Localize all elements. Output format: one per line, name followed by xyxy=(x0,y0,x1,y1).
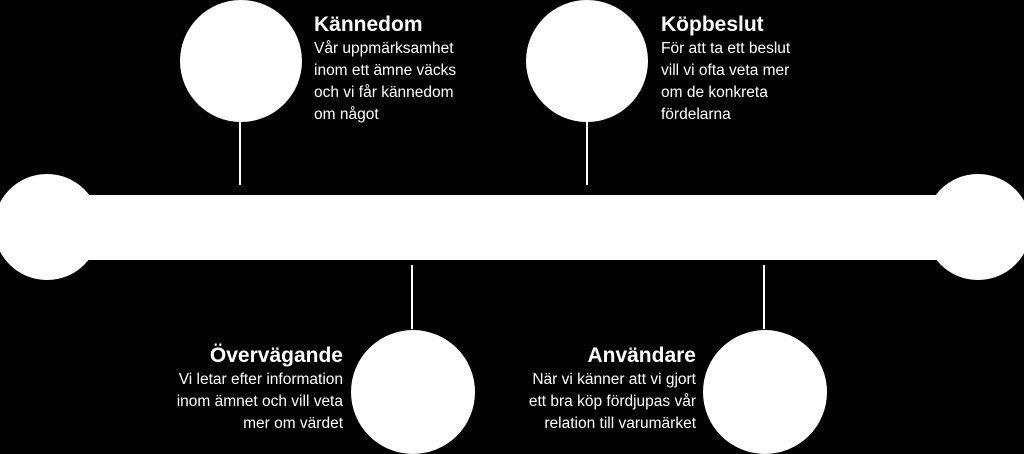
timeline-end-node xyxy=(925,174,1024,280)
stage-description-line: fördelarna xyxy=(661,106,731,123)
stage-connector-anvandare xyxy=(763,265,765,329)
stage-title: Användare xyxy=(587,344,696,367)
stage-description-line: om något xyxy=(314,106,379,123)
timeline-start-node xyxy=(0,174,100,280)
stage-description-line: om de konkreta xyxy=(661,84,768,101)
stage-description-line: Vår uppmärksamhet xyxy=(314,40,454,57)
stage-description-line: ett bra köp fördjupas vår xyxy=(528,393,696,410)
stage-description-line: För att ta ett beslut xyxy=(661,40,791,57)
stage-description-line: och vi får kännedom xyxy=(314,84,454,101)
stage-circle-kannedom xyxy=(180,0,302,122)
stage-kannedom xyxy=(314,12,514,126)
stage-title: Kännedom xyxy=(314,13,423,36)
stage-circle-overvagande xyxy=(351,330,475,454)
stage-description-line: inom ämnet och vill veta xyxy=(176,393,343,410)
stage-description-line: relation till varumärket xyxy=(544,415,696,432)
stage-title: Köpbeslut xyxy=(661,13,764,36)
stage-connector-overvagande xyxy=(411,265,413,329)
stage-description-line: Vi letar efter information xyxy=(178,371,343,388)
stage-connector-kannedom xyxy=(239,121,241,185)
stage-overvagande xyxy=(143,343,343,435)
stage-anvandare xyxy=(496,343,696,435)
timeline-bar xyxy=(36,195,986,260)
stage-kopbeslut xyxy=(661,12,861,126)
stage-circle-anvandare xyxy=(703,330,827,454)
stage-description-line: När vi känner att vi gjort xyxy=(532,371,696,388)
stage-connector-kopbeslut xyxy=(586,121,588,185)
stage-description-line: vill vi ofta veta mer xyxy=(661,62,790,79)
stage-title: Övervägande xyxy=(209,344,343,367)
stage-circle-kopbeslut xyxy=(526,0,648,122)
stage-description-line: mer om värdet xyxy=(243,415,343,432)
stage-description-line: inom ett ämne väcks xyxy=(314,62,457,79)
